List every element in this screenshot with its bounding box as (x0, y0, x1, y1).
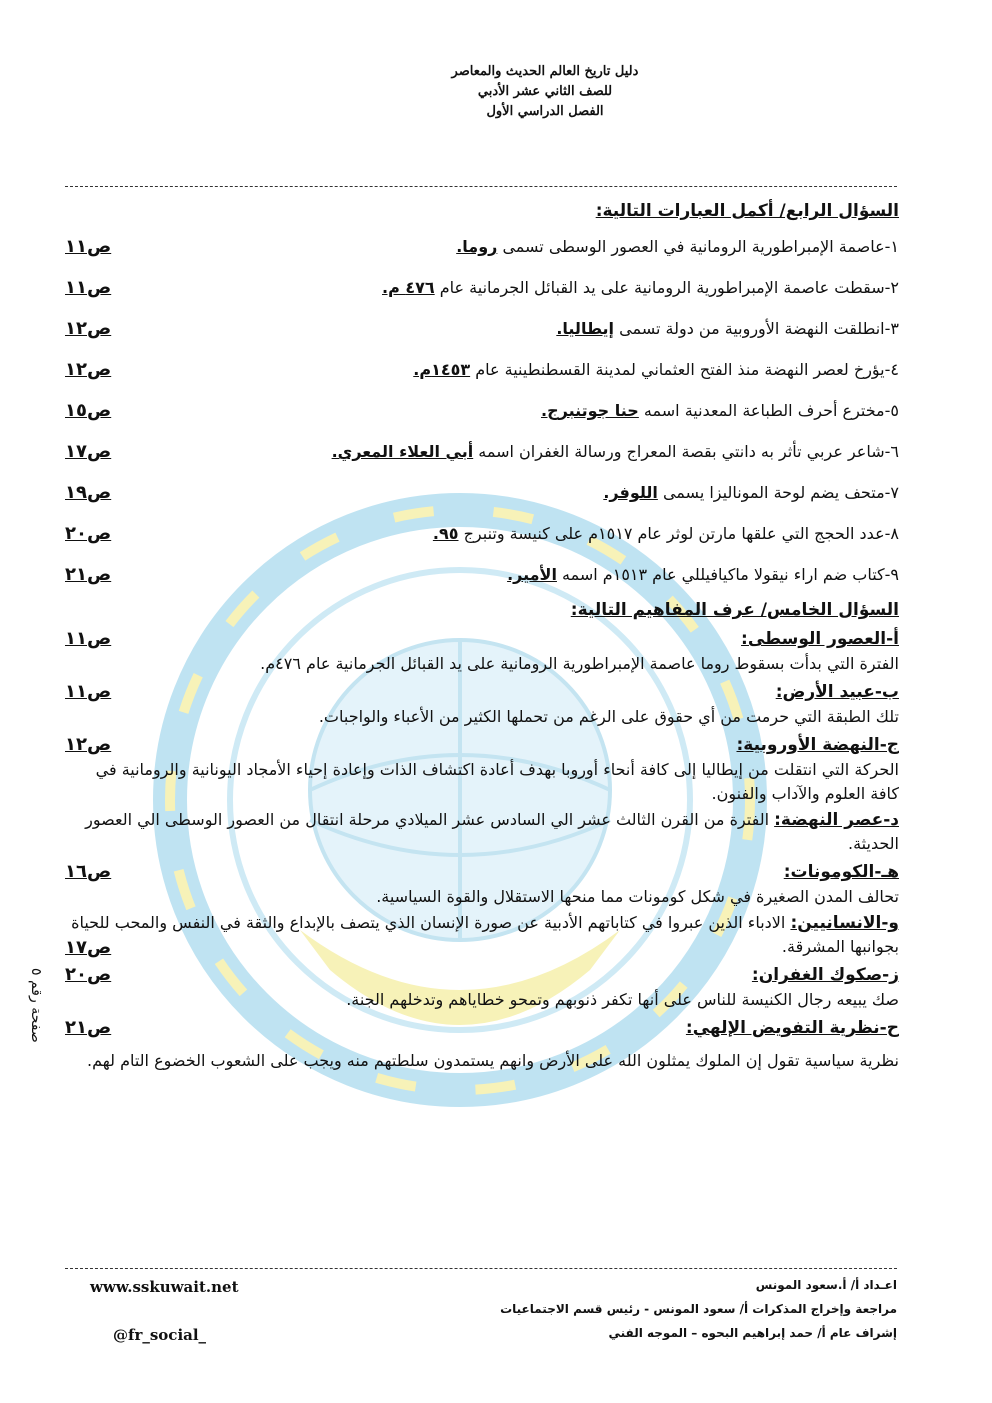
concept-term: ح-نظرية التفويض الإلهي: (685, 1018, 899, 1038)
bottom-divider (65, 1268, 897, 1269)
q4-title: السؤال الرابع/ أكمل العبارات التالية: (595, 201, 899, 221)
item-answer: روما. (456, 237, 498, 256)
list-item (65, 390, 899, 431)
item-answer: ٩٥. (432, 524, 459, 543)
concept-term: د-عصر النهضة: (774, 810, 899, 830)
document-header (250, 62, 840, 122)
concept-term: أ-العصور الوسطى: (741, 629, 899, 649)
item-text: ٥-مخترع أحرف الطباعة المعدنية اسمه (638, 401, 899, 420)
footer-website-link[interactable]: www.sskuwait.net (90, 1278, 239, 1296)
list-item (65, 267, 899, 308)
header-grade: للصف الثاني عشر الأدبي (477, 84, 613, 99)
item-text: ٣-انطلقت النهضة الأوروبية من دولة تسمى (614, 319, 899, 338)
concept-term: ز-صكوك الغفران: (751, 965, 899, 985)
concept-definition: تحالف المدن الصغيرة في شكل كومونات مما منحها الاستقلال والقوة السياسية. (376, 887, 899, 906)
page-reference: ص١٧ (65, 937, 112, 958)
concept-definition: الفترة التي بدأت بسقوط روما عاصمة الإمبراطورية الرومانية على يد القبائل الجرمانية عام ٤٧٦م. (260, 654, 899, 673)
item-answer: حنا جوتنبرج. (541, 401, 639, 420)
item-answer: اللوفر. (603, 483, 658, 502)
list-item (65, 308, 899, 349)
footer-social-handle: @fr_social_ (113, 1326, 207, 1344)
list-item (65, 226, 899, 267)
item-answer: إيطاليا. (556, 319, 615, 338)
concept-term: و-الانسانيين: (790, 913, 899, 933)
q5-concept (65, 858, 899, 909)
concept-definition: صك يبيعه رجال الكنيسة للناس على أنها تكفر ذنوبهم وتمحو خطاياهم وتدخلهم الجنة. (346, 990, 899, 1009)
item-text: ٨-عدد الحجج التي علقها مارتن لوثر عام ١٥١٧م على كنيسة وتنبرج (458, 524, 899, 543)
item-answer: الأمير. (507, 565, 557, 584)
main-content (65, 196, 899, 1075)
concept-definition: الادباء الذين عبروا في كتاباتهم الأدبية عن صورة الإنسان الذي يتصف بالإبداع والثقة في النفس والمحب للحياة بجوانبها المشرقة. (71, 913, 899, 956)
concept-term: ب-عبيد الأرض: (775, 682, 899, 702)
item-text: ٧-متحف يضم لوحة الموناليزا يسمى (657, 483, 899, 502)
page-reference: ص٢٠ (65, 523, 112, 544)
page-reference: ص١١ (65, 236, 112, 257)
list-item (65, 349, 899, 390)
concept-definition: الفترة من القرن الثالث عشر الي السادس عشر الميلادي مرحلة انتقال من العصور الوسطى الي العصور الحديثة. (85, 810, 899, 853)
concept-definition: تلك الطبقة التي حرمت من أي حقوق على الرغم من تحملها الكثير من الأعباء والواجبات. (318, 707, 899, 726)
item-answer: أبي العلاء المعري. (331, 442, 474, 461)
list-item (65, 554, 899, 595)
page-reference: ص١٧ (65, 441, 112, 462)
q5-concept (65, 731, 899, 806)
q5-concept (65, 678, 899, 729)
list-item (65, 431, 899, 472)
page-reference: ص٢١ (65, 1017, 112, 1038)
item-answer: ٤٧٦ م. (382, 278, 435, 297)
page-reference: ص١٥ (65, 400, 112, 421)
page-reference: ص١٦ (65, 861, 112, 882)
q5-concept (65, 1014, 899, 1073)
item-text: ٦-شاعر عربي تأثر به دانتي بقصة المعراج ورسالة الغفران اسمه (473, 442, 899, 461)
list-item (65, 513, 899, 554)
q5-concept (65, 961, 899, 1012)
item-text: ٩-كتاب ضم اراء نيقولا ماكيافيللي عام ١٥١٣م اسمه (556, 565, 899, 584)
item-answer: ١٤٥٣م. (413, 360, 471, 379)
page-reference: ص١٢ (65, 318, 112, 339)
q5-concept (65, 625, 899, 676)
page-reference: ص١٢ (65, 359, 112, 380)
q5-title: السؤال الخامس/ عرف المفاهيم التالية: (570, 600, 899, 620)
list-item (65, 472, 899, 513)
concept-term: هـ-الكومونات: (783, 862, 899, 882)
page-reference: ص١٢ (65, 734, 112, 755)
top-divider (65, 186, 897, 187)
item-text: ٢-سقطت عاصمة الإمبراطورية الرومانية على يد القبائل الجرمانية عام (434, 278, 899, 297)
q5-concept (65, 911, 899, 959)
document-footer (65, 1276, 897, 1356)
q5-concept (65, 808, 899, 856)
page-reference: ص٢١ (65, 564, 112, 585)
concept-term: ج-النهضة الأوروبية: (736, 735, 899, 755)
footer-prepared: اعـداد أ/ أ.سعود المونس (755, 1278, 897, 1292)
concept-definition: الحركة التي انتقلت من إيطاليا إلى كافة أنحاء أوروبا بهدف أعادة اكتشاف الذات وإعادة إحياء الأمجاد اليونانية والرومانية في كافة العلوم والآداب والفنون. (95, 760, 899, 803)
header-semester: الفصل الدراسي الأول (486, 104, 604, 119)
page-reference: ص١١ (65, 681, 112, 702)
q4-list (65, 226, 899, 595)
concept-definition: نظرية سياسية تقول إن الملوك يمثلون الله على الأرض وانهم يستمدون سلطتهم منه ويجب على الشعوب الخضوع التام لهم. (87, 1051, 899, 1070)
footer-review: مراجعة وإخراج المذكرات أ/ سعود المونس - رئيس قسم الاجتماعيات (500, 1302, 897, 1316)
side-page-number: صفحة رقم ٥ (28, 968, 44, 1043)
footer-supervision: إشراف عام أ/ حمد إبراهيم البحوه – الموجه الفني (608, 1326, 897, 1340)
item-text: ٤-يؤرخ لعصر النهضة منذ الفتح العثماني لمدينة القسطنطينية عام (470, 360, 899, 379)
page-reference: ص١١ (65, 628, 112, 649)
item-text: ١-عاصمة الإمبراطورية الرومانية في العصور الوسطى تسمى (497, 237, 899, 256)
page-reference: ص١٩ (65, 482, 112, 503)
page-reference: ص٢٠ (65, 964, 112, 985)
page-reference: ص١١ (65, 277, 112, 298)
header-title: دليل تاريخ العالم الحديث والمعاصر (451, 64, 639, 79)
